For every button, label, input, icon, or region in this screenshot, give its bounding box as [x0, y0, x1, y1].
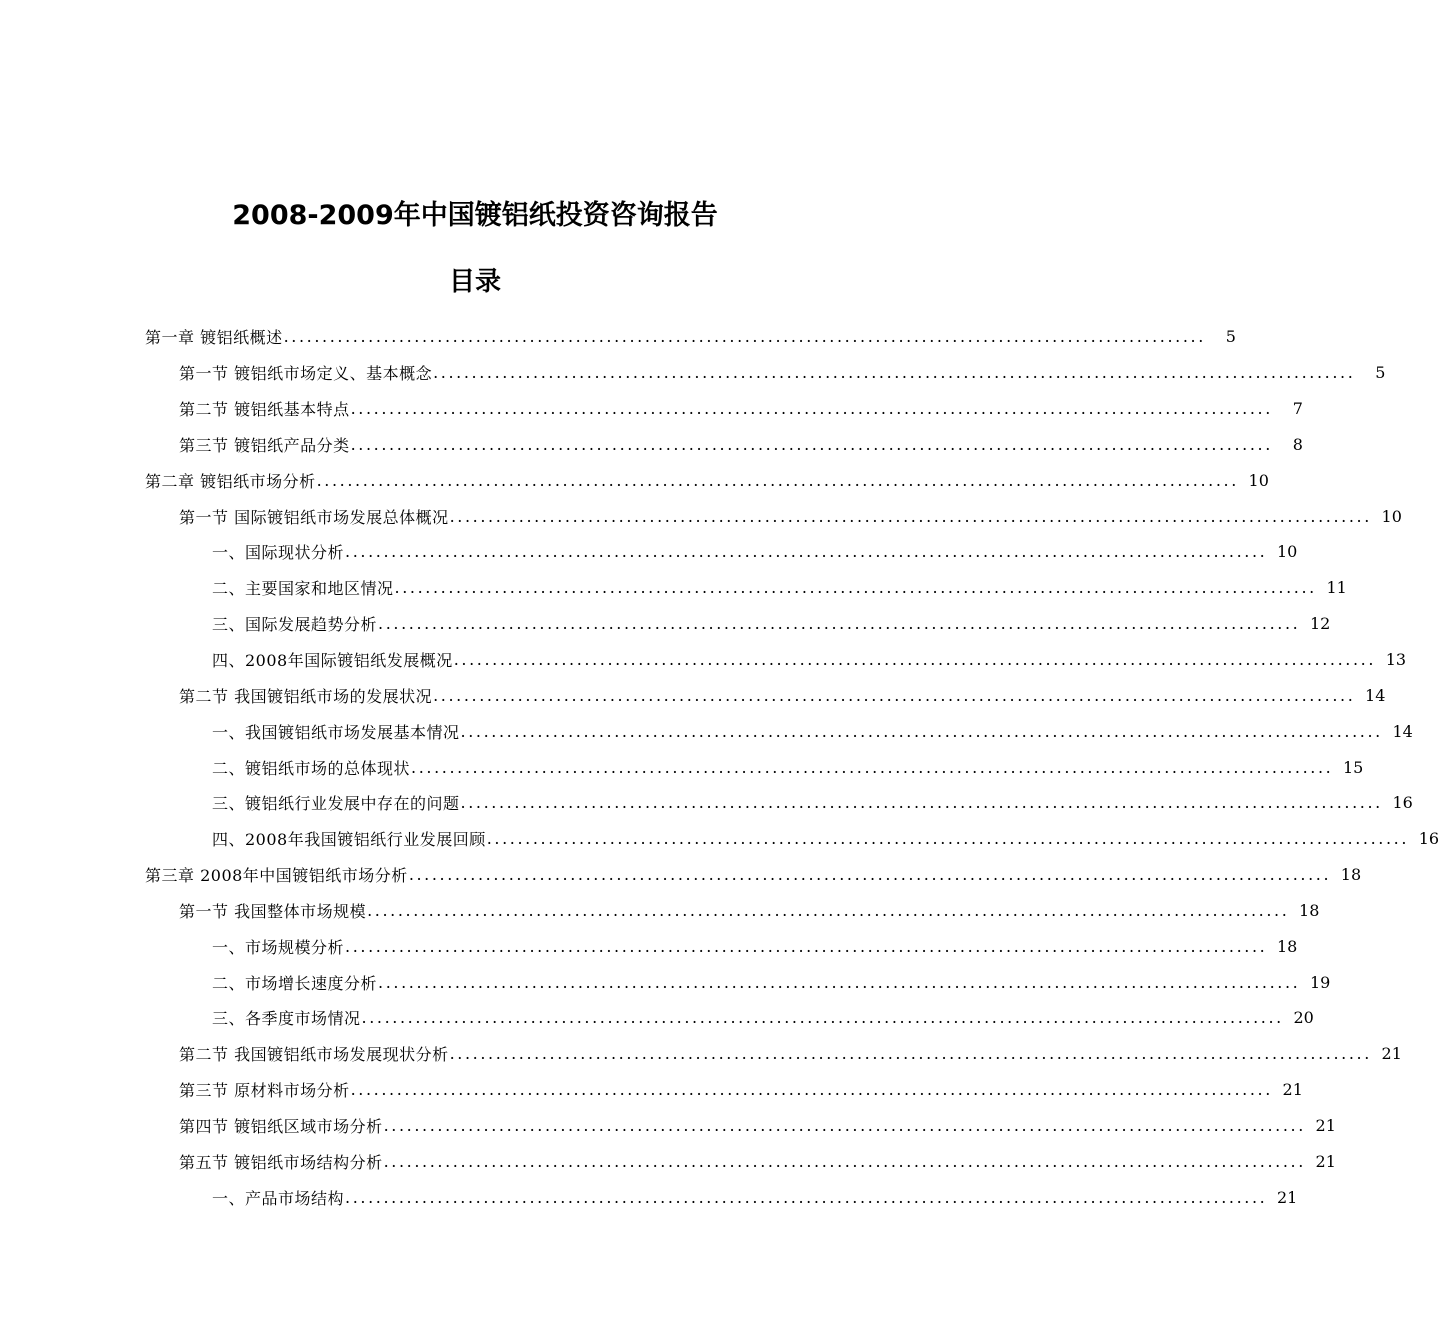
toc-heading: 目录	[448, 267, 501, 297]
toc-entry-label: 第三章 2008年中国镀铝纸市场分析	[145, 866, 408, 886]
toc-page-number: 21	[1315, 1151, 1336, 1171]
toc-dot-leader: ........................................................................................................................	[367, 900, 1290, 920]
toc-dot-leader: ........................................................................................................................	[350, 1080, 1273, 1100]
toc-entry[interactable]	[0, 462, 1269, 498]
toc-page-number: 19	[1309, 972, 1331, 992]
toc-entry-label: 第一节 镀铝纸市场定义、基本概念	[179, 364, 433, 384]
toc-dot-leader: ........................................................................................................................	[383, 1151, 1306, 1171]
toc-entry-label: 第二节 镀铝纸基本特点	[179, 400, 350, 420]
toc-page-number: 16	[1392, 793, 1413, 813]
toc-entry-label: 第一节 我国整体市场规模	[179, 901, 367, 921]
toc-dot-leader: ........................................................................................................................	[394, 578, 1317, 598]
toc-entry-label: 第二节 我国镀铝纸市场发展现状分析	[179, 1045, 449, 1065]
toc-entry[interactable]	[0, 1000, 1314, 1036]
toc-dot-leader: ........................................................................................................................	[345, 1187, 1268, 1207]
toc-entry[interactable]	[0, 857, 1362, 893]
toc-page-number: 14	[1365, 685, 1386, 705]
toc-page-number: 12	[1309, 614, 1331, 634]
toc-entry-label: 第一章 镀铝纸概述	[145, 328, 283, 348]
toc-entry[interactable]	[0, 1072, 1303, 1108]
toc-entry[interactable]	[0, 749, 1364, 785]
toc-dot-leader: ........................................................................................................................	[433, 363, 1356, 383]
toc-entry-label: 二、市场增长速度分析	[212, 973, 378, 993]
toc-dot-leader: ........................................................................................................................	[361, 1008, 1284, 1028]
toc-dot-leader: ........................................................................................................................	[283, 327, 1206, 347]
toc-dot-leader: ........................................................................................................................	[411, 757, 1334, 777]
toc-entry-label: 一、市场规模分析	[212, 937, 345, 957]
toc-entry-label: 一、产品市场结构	[212, 1188, 345, 1208]
toc-entry[interactable]	[0, 534, 1298, 570]
toc-entry[interactable]	[0, 713, 1413, 749]
toc-entry[interactable]	[0, 964, 1331, 1000]
toc-page-number: 13	[1385, 650, 1407, 670]
toc-page-number: 5	[1225, 327, 1236, 347]
document-title: 2008-2009年中国镀铝纸投资咨询报告	[232, 200, 718, 231]
toc-page-number: 8	[1292, 434, 1303, 454]
toc-page-number: 20	[1293, 1008, 1314, 1028]
toc-dot-leader: ........................................................................................................................	[408, 865, 1332, 885]
toc-entry[interactable]	[0, 391, 1303, 427]
toc-page-number: 18	[1340, 865, 1362, 885]
toc-entry[interactable]	[0, 498, 1402, 534]
toc-entry-label: 第四节 镀铝纸区域市场分析	[179, 1116, 383, 1136]
toc-dot-leader: ........................................................................................................................	[486, 829, 1410, 849]
toc-entry[interactable]	[0, 642, 1407, 678]
toc-dot-leader: ........................................................................................................................	[460, 721, 1383, 741]
toc-page-number: 15	[1342, 757, 1364, 777]
toc-dot-leader: ........................................................................................................................	[378, 972, 1301, 992]
toc-dot-leader: ........................................................................................................................	[350, 399, 1273, 419]
toc-entry[interactable]	[0, 1108, 1336, 1144]
toc-dot-leader: ........................................................................................................................	[449, 506, 1372, 526]
toc-entry-label: 第五节 镀铝纸市场结构分析	[179, 1152, 383, 1172]
toc-page-number: 18	[1276, 936, 1298, 956]
toc-entry-label: 二、主要国家和地区情况	[212, 579, 394, 599]
toc-entry[interactable]	[0, 427, 1303, 463]
toc-entry[interactable]	[0, 785, 1413, 821]
toc-entry-label: 三、镀铝纸行业发展中存在的问题	[212, 794, 460, 814]
toc-entry-label: 第二节 我国镀铝纸市场的发展状况	[179, 686, 433, 706]
toc-entry-label: 一、我国镀铝纸市场发展基本情况	[212, 722, 460, 742]
toc-page-number: 21	[1276, 1187, 1298, 1207]
toc-entry-label: 第一节 国际镀铝纸市场发展总体概况	[179, 507, 449, 527]
toc-entry-label: 四、2008年我国镀铝纸行业发展回顾	[212, 830, 486, 850]
toc-page-number: 7	[1292, 399, 1303, 419]
toc-page-number: 21	[1282, 1080, 1303, 1100]
toc-entry[interactable]	[0, 1179, 1298, 1215]
toc-page-number: 10	[1381, 506, 1402, 526]
toc-page-number: 10	[1248, 470, 1269, 490]
toc-dot-leader: ........................................................................................................................	[460, 793, 1383, 813]
toc-entry[interactable]	[0, 821, 1439, 857]
toc-page-number: 18	[1299, 900, 1320, 920]
toc-entry-label: 二、镀铝纸市场的总体现状	[212, 758, 411, 778]
toc-entry[interactable]	[0, 606, 1331, 642]
toc-dot-leader: ........................................................................................................................	[350, 434, 1273, 454]
toc-dot-leader: ........................................................................................................................	[433, 685, 1356, 705]
toc-page-number: 21	[1381, 1044, 1402, 1064]
toc-entry[interactable]	[0, 677, 1386, 713]
toc-entry[interactable]	[0, 893, 1320, 929]
toc-entry-label: 第三节 镀铝纸产品分类	[179, 435, 350, 455]
toc-page-number: 16	[1418, 829, 1439, 849]
toc-entry-label: 第三节 原材料市场分析	[179, 1081, 350, 1101]
toc-dot-leader: ........................................................................................................................	[383, 1115, 1306, 1135]
toc-page-number: 14	[1392, 721, 1413, 741]
toc-entry[interactable]	[0, 570, 1347, 606]
toc-dot-leader: ........................................................................................................................	[378, 614, 1301, 634]
toc-page-number: 21	[1315, 1115, 1336, 1135]
toc-entry[interactable]	[0, 355, 1386, 391]
toc-entry[interactable]	[0, 319, 1236, 355]
toc-entry-label: 四、2008年国际镀铝纸发展概况	[212, 651, 453, 671]
toc-dot-leader: ........................................................................................................................	[449, 1044, 1372, 1064]
toc-entry-label: 三、国际发展趋势分析	[212, 615, 378, 635]
toc-entry-label: 三、各季度市场情况	[212, 1009, 361, 1029]
toc-page-number: 11	[1326, 578, 1347, 598]
toc-dot-leader: ........................................................................................................................	[316, 470, 1239, 490]
toc-page-number: 5	[1375, 363, 1386, 383]
toc-entry-label: 一、国际现状分析	[212, 543, 345, 563]
toc-entry[interactable]	[0, 1143, 1336, 1179]
toc-entry[interactable]	[0, 1036, 1402, 1072]
toc-dot-leader: ........................................................................................................................	[453, 650, 1377, 670]
toc-dot-leader: ........................................................................................................................	[345, 936, 1268, 956]
toc-entry-label: 第二章 镀铝纸市场分析	[145, 471, 316, 491]
table-of-contents	[0, 319, 1439, 1215]
toc-entry[interactable]	[0, 928, 1298, 964]
toc-dot-leader: ........................................................................................................................	[345, 542, 1268, 562]
toc-page-number: 10	[1276, 542, 1298, 562]
